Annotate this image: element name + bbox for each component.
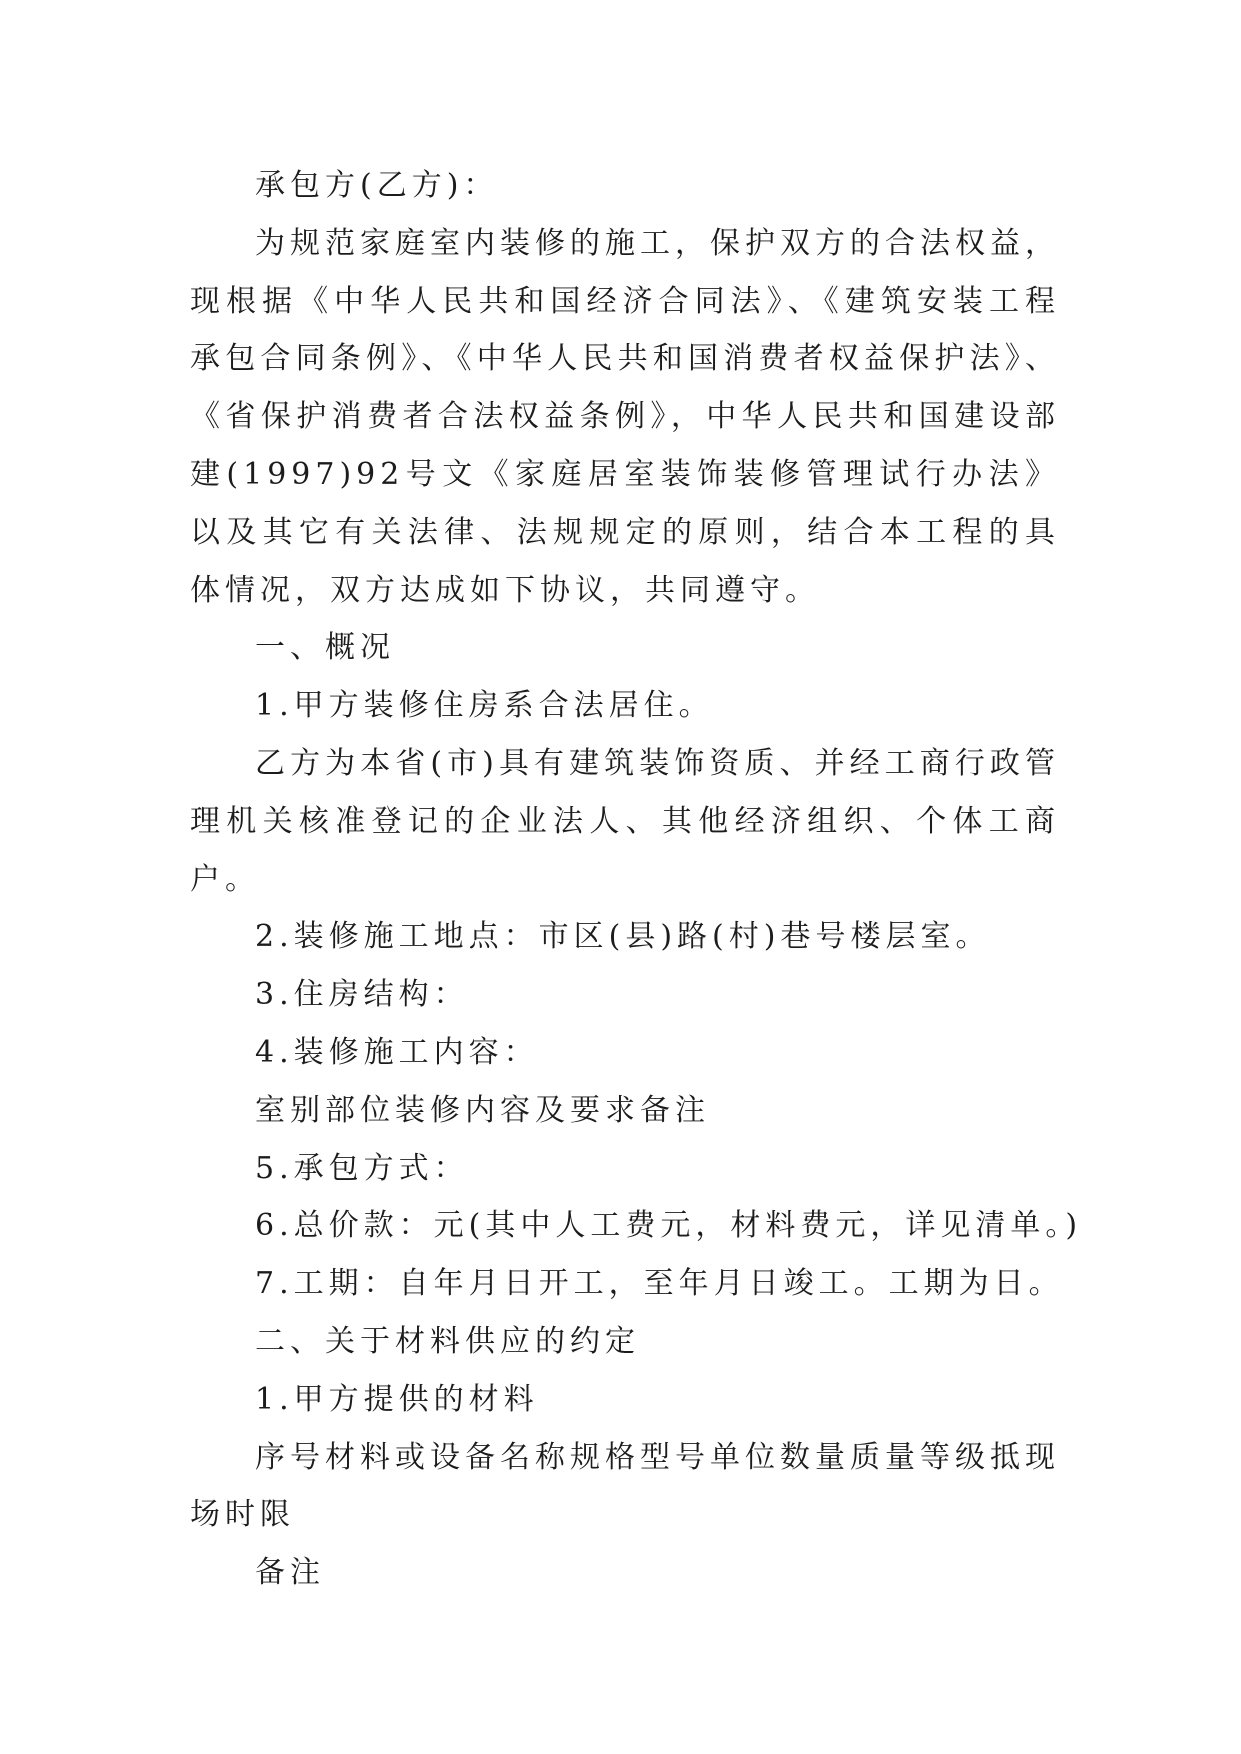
materials-table-header: 序号材料或设备名称规格型号单位数量质量等级抵现场时限: [190, 1439, 1060, 1533]
remarks-label: 备注: [255, 1555, 325, 1591]
clause-7-schedule: 7.工期：自年月日开工，至年月日竣工。工期为日。: [255, 1266, 1064, 1302]
clause-4-content: 4.装修施工内容：: [255, 1034, 539, 1070]
clause-2-location: 2.装修施工地点：市区(县)路(村)巷号楼层室。: [255, 919, 991, 955]
content-table-header: 室别部位装修内容及要求备注: [255, 1092, 710, 1128]
clause-6-price: 6.总价款：元(其中人工费元，材料费元，详见清单。): [255, 1208, 1083, 1244]
clause-3-structure: 3.住房结构：: [255, 977, 469, 1013]
contract-page: [190, 157, 1083, 1602]
section-heading-materials: 二、关于材料供应的约定: [255, 1323, 640, 1359]
clause-1-contractor: 乙方为本省(市)具有建筑装饰资质、并经工商行政管理机关核准登记的企业法人、其他经济组织、个体工商户。: [190, 745, 1060, 897]
preamble-paragraph: 为规范家庭室内装修的施工，保护双方的合法权益，现根据《中华人民共和国经济合同法》、《建筑安装工程承包合同条例》、《中华人民共和国消费者权益保护法》、《省保护消费者合法权益条例》，中华人民共和国建设部建(1997)92号文《家庭居室装饰装修管理试行办法》以及其它有关法律、法规规定的原则，结合本工程的具体情况，双方达成如下协议，共同遵守。: [190, 225, 1060, 608]
section-heading-overview: 一、概况: [255, 630, 395, 666]
clause-5-method: 5.承包方式：: [255, 1150, 469, 1186]
party-b-label: 承包方(乙方)：: [255, 168, 499, 203]
clause-1: 1.甲方装修住房系合法居住。: [255, 688, 714, 724]
materials-clause-1: 1.甲方提供的材料: [255, 1381, 539, 1417]
